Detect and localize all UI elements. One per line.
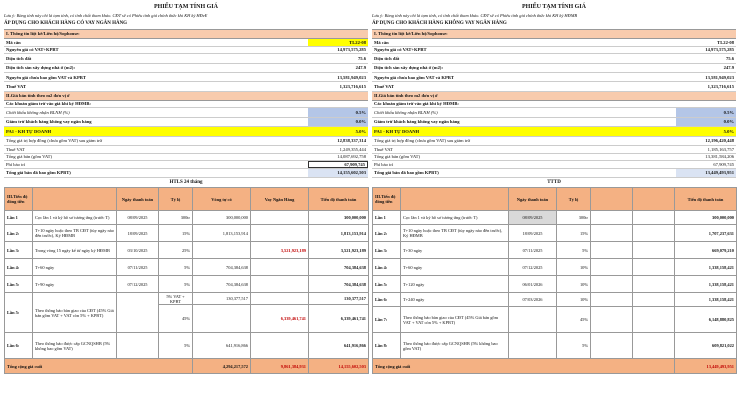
- table-row: Lần 7: Theo thông báo bàn giao của CĐT (45% Giá bán gồm VAT + VAT còn 5% + KPBT) 45% 6,148,880,825: [373, 307, 737, 333]
- info-header: I. Thông tin liệt kê/Liên hệ/Sophouse:: [372, 30, 736, 39]
- info-row: Diện tích sàn xây dựng nhà ở (m2): 247.9: [4, 64, 368, 73]
- disclaimer-note: Lưu ý: Bảng tính này chỉ là tạm tính, có tính chất tham khảo. CĐT sẽ có Phiếu tính giá chính thức khi KH ký HĐeE: [4, 13, 208, 18]
- col-header: [633, 188, 675, 211]
- section-heading: ÁP DỤNG CHO KHÁCH HÀNG CÓ VAY NGÂN HÀNG: [4, 21, 368, 30]
- info-row: Nguyên giá chưa bao gồm VAT và KPBT 13,581,949,023: [372, 73, 736, 82]
- discount-row: PA1 - KH TỰ DOANH 5.0%: [4, 127, 368, 136]
- price-header: II.Giá bán tính theo m2 đơn vị ở: [372, 92, 736, 101]
- info-row: Thuế VAT 1,323,716,615: [372, 82, 736, 91]
- info-row: Nguyên giá chưa bao gồm VAT và KPBT 13,581,949,023: [4, 73, 368, 82]
- col-header: III.Tiến độ đóng tiền: [373, 188, 401, 211]
- price-sheet-bank-loan: [4, 0, 368, 420]
- summary-row: Tổng giá bán (gồm VAT) 14,087,692,758: [6, 154, 366, 160]
- summary-row: Thuế VAT 1,185,163,757: [374, 146, 734, 152]
- info-row: Diện tích sàn xây dựng nhà ở (m2): 247.9: [372, 64, 736, 73]
- total-row: Tổng cộng giá cuối 4,294,217,572 9,861,384,931 14,155,602,503: [5, 359, 369, 374]
- discount-label: Các khoản giảm trừ vào giá khi ký HĐMB:: [4, 101, 368, 109]
- col-header: III.Tiến độ đóng tiền: [5, 188, 33, 211]
- table-row: Lần 1 Cọc lần 1 và ký hồ sơ tương ứng (trước T) 08/09/2025 300tr 300,000,000 300,000,000: [5, 211, 369, 225]
- col-header: [591, 188, 633, 211]
- discount-row: Chiết khấu không nhận BLNH (%) 0.5%: [372, 108, 736, 117]
- summary-row: Phí bảo trì 67,909,745: [374, 161, 734, 167]
- table-row: Lần 2: T+10 ngày hoặc theo TB CĐT (tùy ngày nào đến trước), Ký HĐMB 18/09/2025 15% 1,813,153,914 1,813,153,914: [5, 225, 369, 242]
- col-header: Ngày thanh toán: [117, 188, 159, 211]
- summary-row: Phí bảo trì 67,909,745: [4, 161, 368, 169]
- discount-label: Các khoản giảm trừ vào giá khi ký HĐMB:: [372, 101, 736, 109]
- summary-row: Tổng giá trị hợp đồng (chưa gồm VAT) sau giảm trừ 12,838,337,314: [4, 137, 368, 146]
- table-row: Lần 5: T+90 ngày 07/12/2025 5% 704,384,638 704,384,638: [5, 276, 369, 293]
- discount-row: Giảm trừ khách hàng không vay ngân hàng 0.0%: [372, 118, 736, 127]
- table-row: 45% 6,339,461,741 6,339,461,741: [5, 305, 369, 333]
- col-header: Tỷ lệ: [557, 188, 591, 211]
- discount-row: PA1 - KH TỰ DOANH 5.0%: [372, 127, 736, 136]
- price-sheet-no-loan: [372, 0, 736, 420]
- info-row: Diện tích đất 75.6: [372, 54, 736, 63]
- summary-row-total: Tổng giá bán đã bao gồm KPBT) 13,449,493,951: [372, 169, 736, 178]
- table-row: Lần 2: T+10 ngày hoặc theo TB CĐT (tùy ngày nào đến trước), Ký HĐMB 18/09/2025 15% 1,707,237,631: [373, 225, 737, 242]
- info-row: Mã căn TL22-08: [6, 39, 366, 45]
- summary-row: Thuế VAT 1,249,355,444: [6, 146, 366, 152]
- discount-row: Chiết khấu không nhận BLNH (%) 0.5%: [4, 108, 368, 117]
- payment-schedule-table: [4, 187, 369, 374]
- table-row: Lần 6: T+240 ngày 07/03/2026 10% 1,338,158,421: [373, 293, 737, 307]
- table-row: Lần 4: T+60 ngày 07/12/2025 10% 1,338,158,421: [373, 259, 737, 276]
- summary-row-total: Tổng giá bán đã bao gồm KPBT) 14,155,602,503: [4, 169, 368, 178]
- info-row: Mã căn TL22-08: [374, 39, 734, 45]
- col-header: [401, 188, 509, 211]
- table-row: Lần 3: Trong vòng 15 ngày kể từ ngày ký HĐMB 03/10/2025 25% 3,521,923,189 3,521,923,189: [5, 242, 369, 259]
- info-row: Nguyên giá có VAT+KPBT 14,973,575,285: [6, 47, 366, 53]
- col-header: Vòng tự có: [193, 188, 251, 211]
- discount-row: Giảm trừ khách hàng không vay ngân hàng 0.0%: [4, 118, 368, 127]
- info-row: Thuế VAT 1,323,716,615: [4, 82, 368, 91]
- col-header: Tiến độ thanh toán: [309, 188, 369, 211]
- total-row: Tổng cộng giá cuối 13,449,493,951: [373, 359, 737, 374]
- summary-row: Tổng giá bán (gồm VAT) 13,381,584,206: [374, 154, 734, 160]
- table-row: Lần 3: T+30 ngày 07/11/2025 5% 669,079,210: [373, 242, 737, 259]
- price-header: II.Giá bán tính theo m2 đơn vị ở: [4, 92, 368, 101]
- schedule-title: HTLS 24 tháng: [169, 180, 203, 186]
- sheet-title: PHIẾU TẠM TÍNH GIÁ: [522, 4, 586, 10]
- col-header: Tỷ lệ: [159, 188, 193, 211]
- disclaimer-note: Lưu ý: Bảng tính này chỉ là tạm tính, có tính chất tham khảo. CĐT sẽ có Phiếu tính giá chính thức khi KH ký HĐMB: [372, 13, 578, 18]
- table-row: Lần 5: Theo thông báo bàn giao của CĐT (45% Giá bán gồm VAT + VAT còn 5% + KPBT) 5% VAT + KPBT 130,377,517 130,377,517: [5, 293, 369, 305]
- col-header: Ngày thanh toán: [509, 188, 557, 211]
- info-row: Nguyên giá có VAT+KPBT 14,973,575,285: [374, 47, 734, 53]
- col-header: Tiến độ thanh toán: [675, 188, 737, 211]
- sheet-title: PHIẾU TẠM TÍNH GIÁ: [154, 4, 218, 10]
- table-row: Lần 6: Theo thông báo được cấp GCNQSHB (5% không bao gồm VAT) 5% 641,916,866 641,916,866: [5, 333, 369, 359]
- schedule-title: TTTD: [547, 180, 561, 186]
- section-heading: ÁP DỤNG CHO KHÁCH HÀNG KHÔNG VAY NGÂN HÀNG: [372, 21, 736, 30]
- col-header: Vay Ngân Hàng: [251, 188, 309, 211]
- summary-row: Tổng giá trị hợp đồng (chưa gồm VAT) sau giảm trừ 12,196,420,448: [372, 137, 736, 146]
- info-header: I. Thông tin liệt kê/Liên hệ/Sophouse:: [4, 30, 368, 39]
- table-row: Lần 4: T+60 ngày 07/11/2025 5% 704,384,638 704,384,638: [5, 259, 369, 276]
- info-row: Diện tích đất 75.6: [4, 54, 368, 63]
- table-row: Lần 5: T+120 ngày 06/01/2026 10% 1,338,158,421: [373, 276, 737, 293]
- table-row: Lần 1 Cọc lần 1 và ký hồ sơ tương ứng (trước T) 08/09/2025 300tr 300,000,000: [373, 211, 737, 225]
- table-row: Lần 8: Theo thông báo được cấp GCNQSHB (5% không bao gồm VAT) 5% 609,821,022: [373, 333, 737, 359]
- payment-schedule-table: [372, 187, 737, 374]
- col-header: [33, 188, 117, 211]
